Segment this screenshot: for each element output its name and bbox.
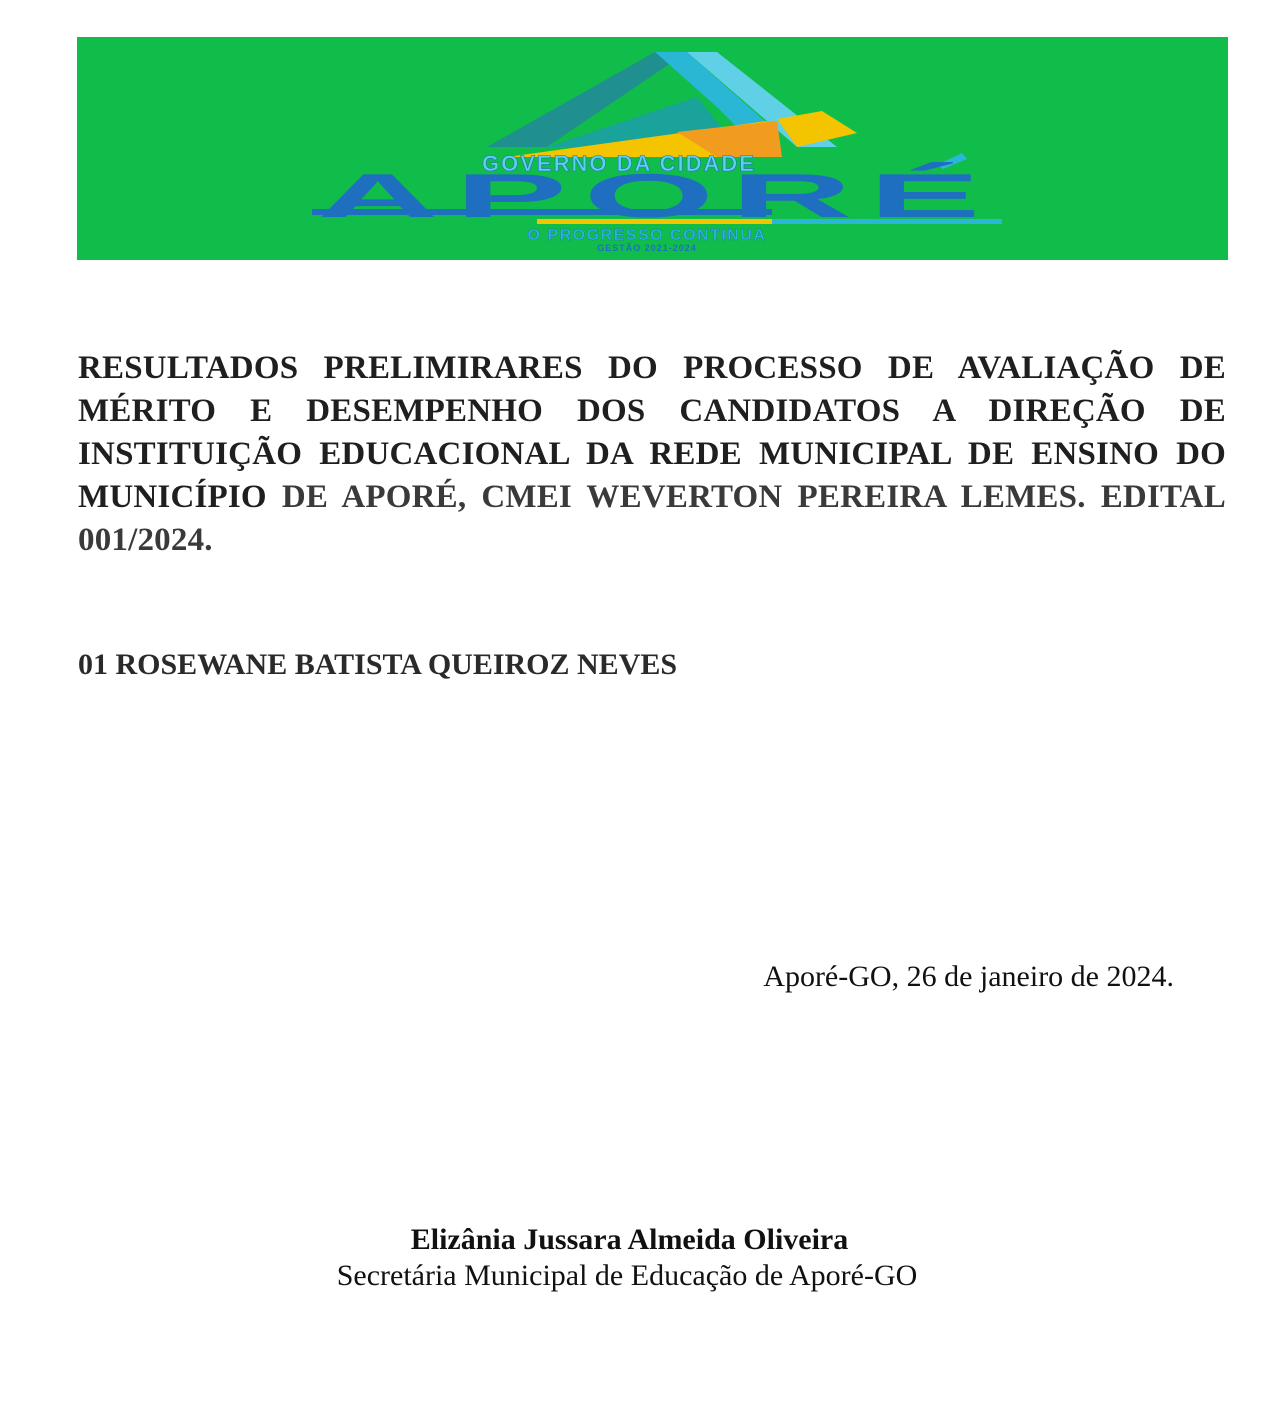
candidate-entry: 01 ROSEWANE BATISTA QUEIROZ NEVES	[78, 648, 678, 681]
document-heading	[78, 347, 1226, 562]
heading-main-text: RESULTADOS PRELIMIRARES DO PROCESSO DE AVALIAÇÃO DE MÉRITO E DESEMPENHO DOS CANDIDATOS A DIREÇÃO DE INSTITUIÇÃO EDUCACIONAL DA REDE MUNICIPAL DE ENSINO DO MUNICÍPIO	[78, 350, 1226, 515]
header-banner	[77, 37, 1228, 260]
logo-tagline: O PROGRESSO CONTINUA	[527, 227, 767, 244]
signatory-name: Elizânia Jussara Almeida Oliveira	[410, 1223, 849, 1256]
logo-main-text: APORÉ	[317, 162, 997, 231]
heading-tail-text: DE APORÉ, CMEI WEVERTON PEREIRA LEMES. EDITAL 001/2024.	[78, 479, 1226, 558]
logo-top-text: GOVERNO DA CIDADE	[482, 151, 756, 176]
aporé-government-logo	[77, 37, 1228, 260]
logo-term: GESTÃO 2021-2024	[597, 243, 697, 253]
signatory-role: Secretária Municipal de Educação de Aporé-GO	[336, 1259, 918, 1292]
signature-block	[0, 1222, 1254, 1294]
date-location: Aporé-GO, 26 de janeiro de 2024.	[763, 960, 1174, 993]
